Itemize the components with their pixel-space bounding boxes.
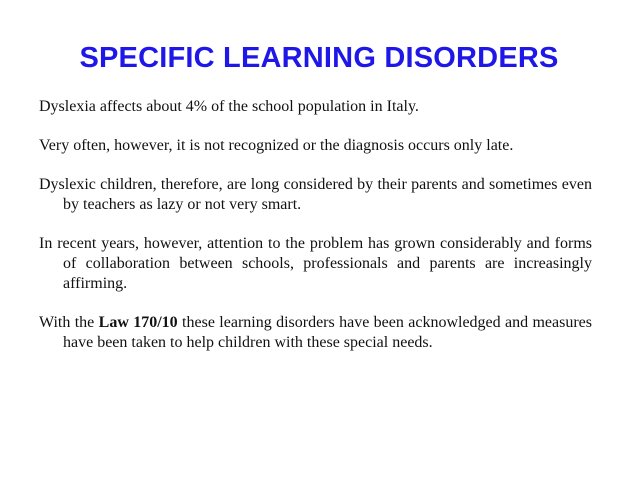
slide-body [39, 97, 592, 372]
paragraph-law [39, 313, 592, 353]
paragraph-dyslexia-prevalence: Dyslexia affects about 4% of the school population in Italy. [39, 98, 419, 115]
slide-title: SPECIFIC LEARNING DISORDERS [79, 42, 559, 74]
law-reference: Law 170/10 [98, 314, 178, 331]
paragraph-late-diagnosis: Very often, however, it is not recognized or the diagnosis occurs only late. [39, 137, 514, 154]
law-intro-text: With the [39, 314, 99, 331]
paragraph-collaboration: In recent years, however, attention to the problem has grown considerably and forms of collaboration between schools, professionals and parents are increasingly affirming. [39, 235, 592, 292]
paragraph-perception: Dyslexic children, therefore, are long considered by their parents and sometimes even by teachers as lazy or not very smart. [39, 176, 592, 213]
law-description-text: these learning disorders have been acknowledged and measures have been taken to help children with these special needs. [63, 314, 593, 351]
